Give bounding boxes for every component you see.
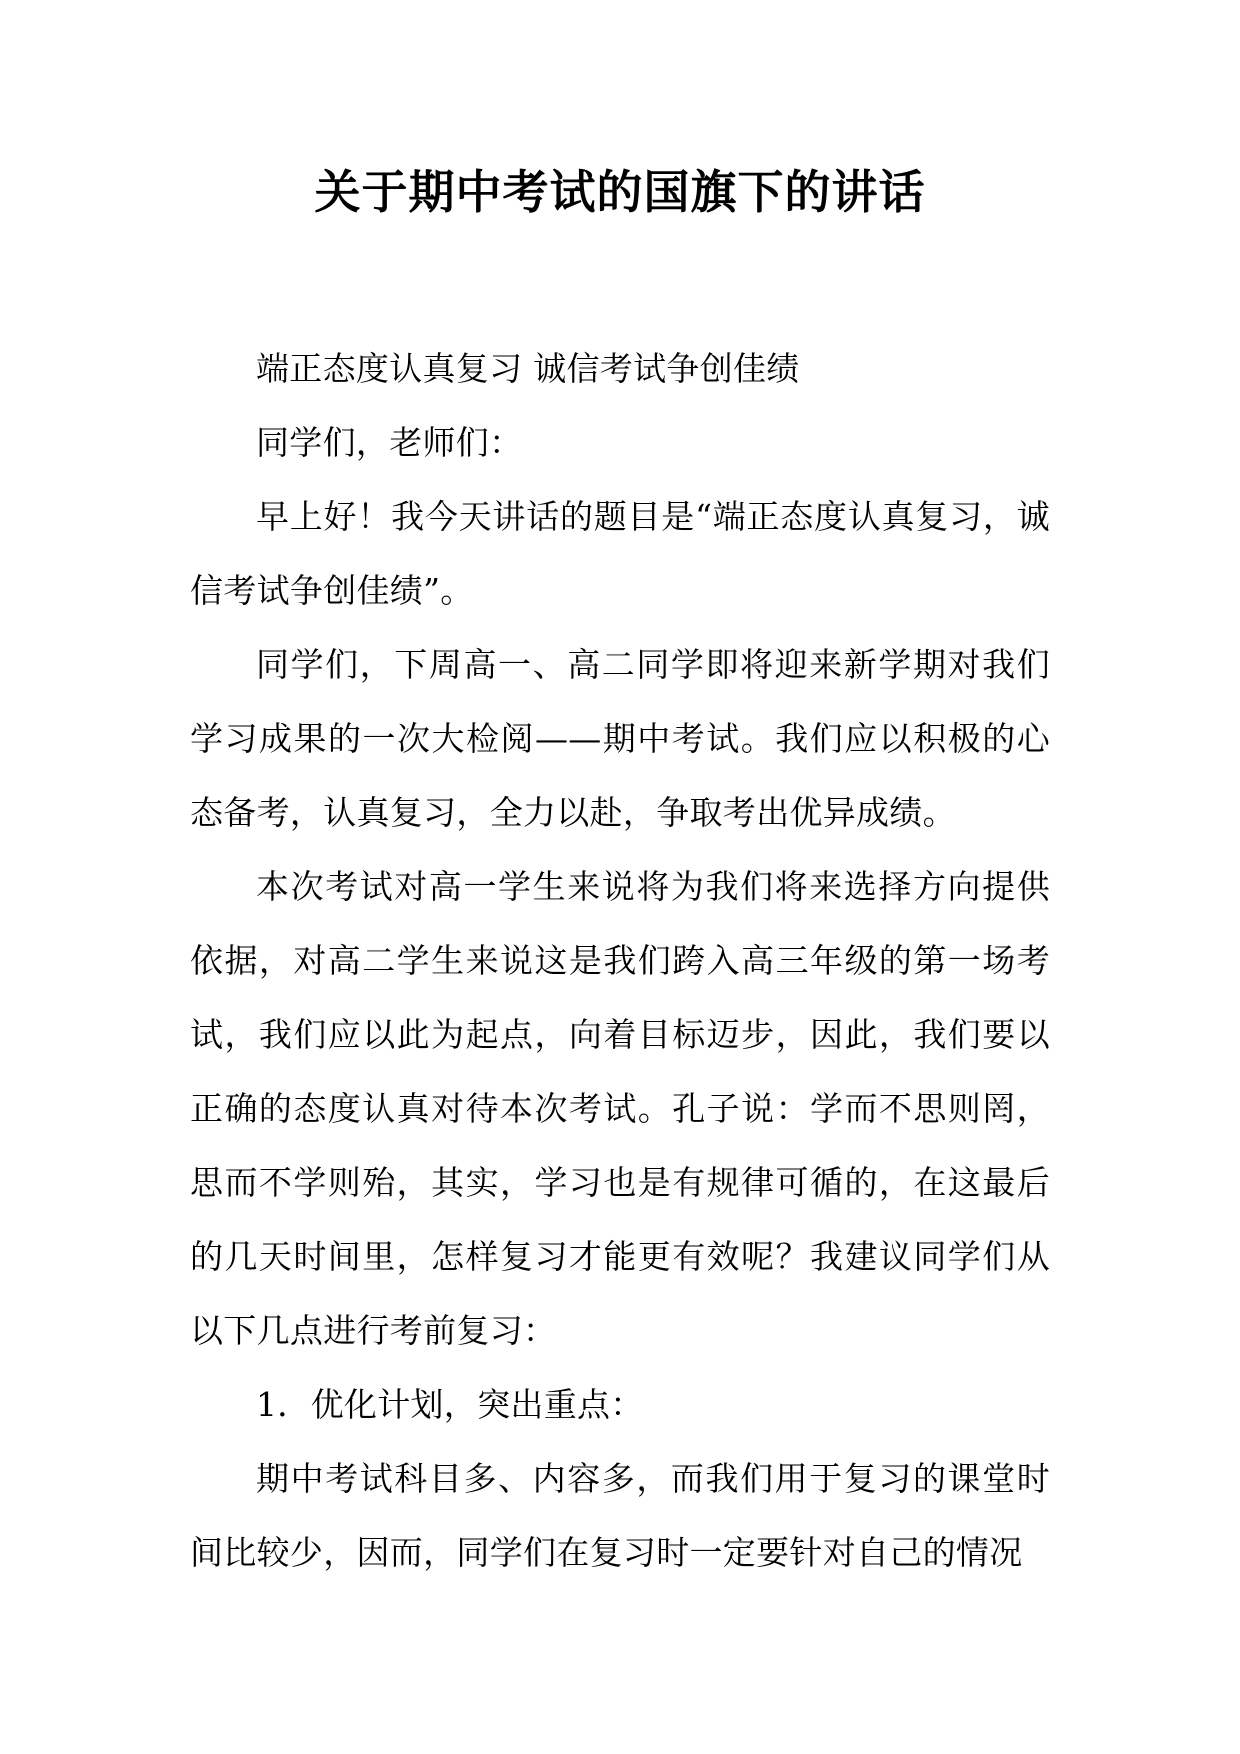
paragraph-exam-importance: 本次考试对高一学生来说将为我们将来选择方向提供依据，对高二学生来说这是我们跨入高三年级的第一场考试，我们应以此为起点，向着目标迈步，因此，我们要以正确的态度认真对待本次考试。孔子说：学而不思则罔，思而不学则殆，其实，学习也是有规律可循的，在这最后的几天时间里，怎样复习才能更有效呢？我建议同学们从以下几点进行考前复习： [190, 867, 1050, 1350]
list-item-heading-1: 1．优化计划，突出重点： [256, 1385, 644, 1424]
document-body [190, 332, 1050, 1590]
speech-subtitle: 端正态度认真复习 诚信考试争创佳绩 [256, 349, 800, 388]
paragraph-greeting: 早上好！我今天讲话的题目是“端正态度认真复习，诚信考试争创佳绩”。 [190, 497, 1050, 610]
document-title: 关于期中考试的国旗下的讲话 [314, 165, 926, 219]
paragraph-exam-intro: 同学们，下周高一、高二同学即将迎来新学期对我们学习成果的一次大检阅——期中考试。我们应以积极的心态备考，认真复习，全力以赴，争取考出优异成绩。 [190, 645, 1050, 832]
salutation: 同学们，老师们： [256, 423, 523, 462]
paragraph-plan-detail: 期中考试科目多、内容多，而我们用于复习的课堂时间比较少，因而，同学们在复习时一定要针对自己的情况 [190, 1459, 1050, 1572]
